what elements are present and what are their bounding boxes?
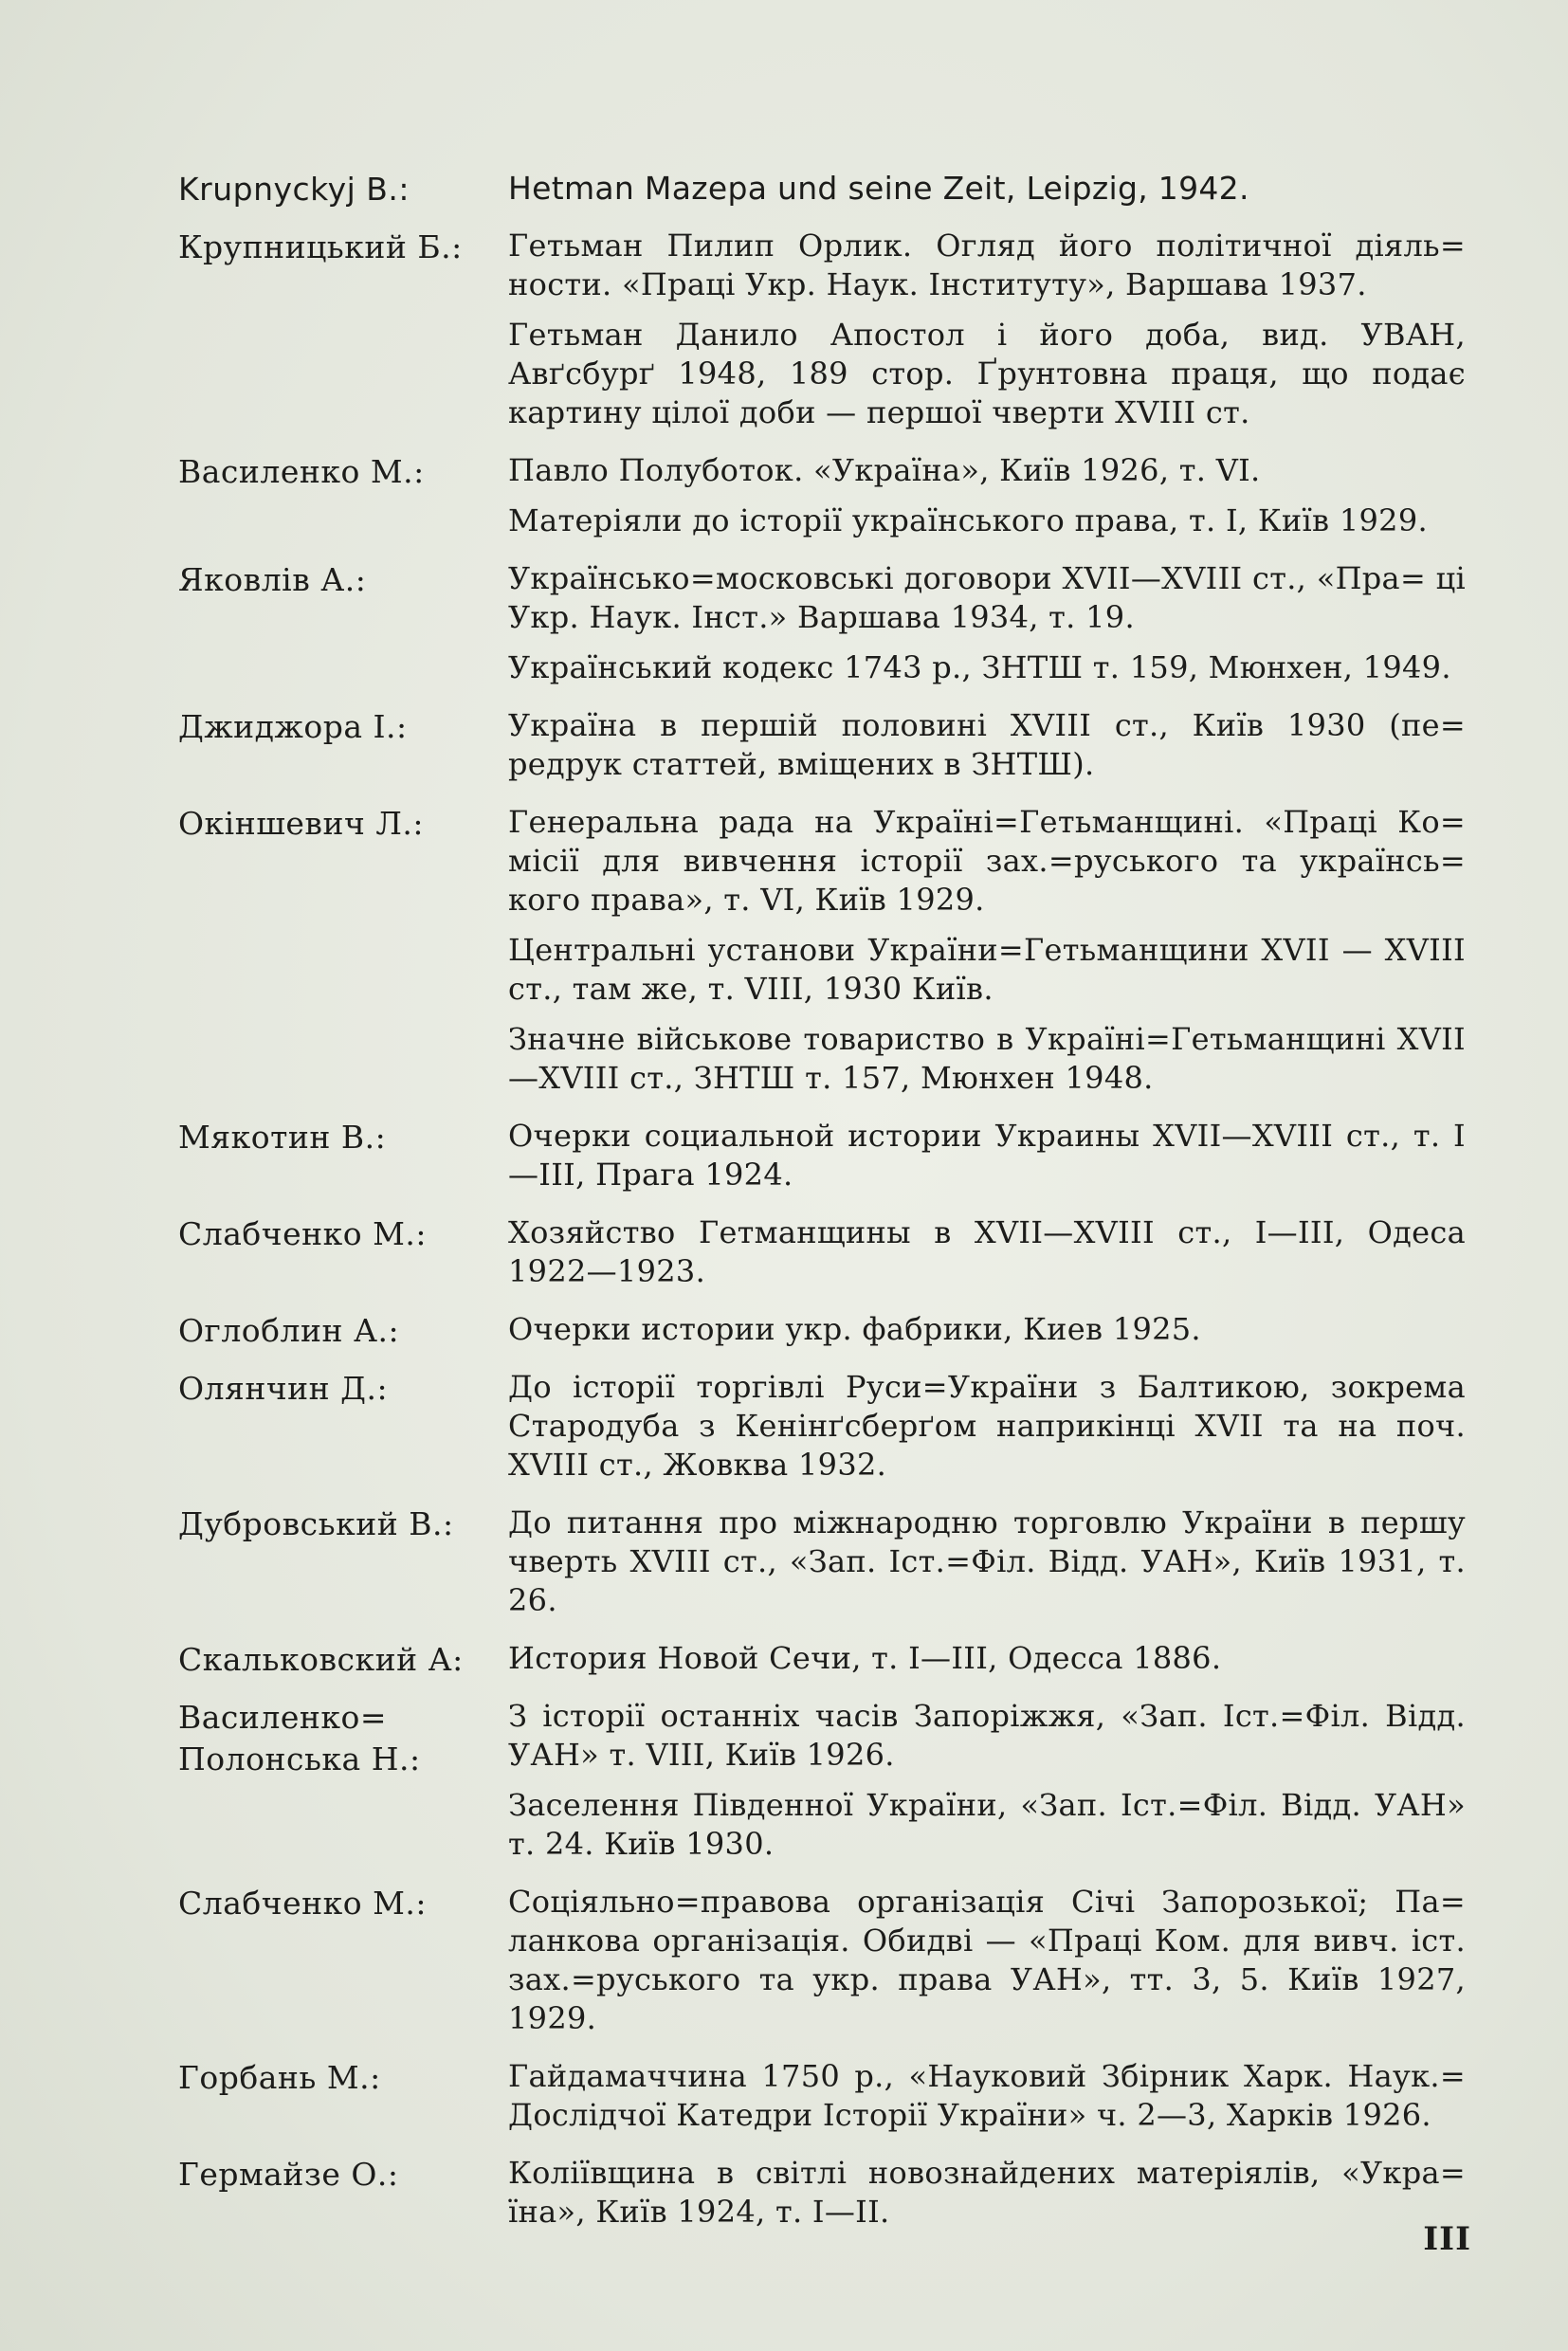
entry-work: Український кодекс 1743 р., ЗНТШ т. 159, Мюнхен, 1949. xyxy=(508,649,1451,685)
bibliography-entry xyxy=(178,2154,1496,2243)
entry-work: Хозяйство Гетманщины в XVII—XVIII ст., I—III, Одеса 1922—1923. xyxy=(508,1214,1466,1289)
entry-works xyxy=(508,803,1466,1109)
entry-work: Значне військове товариство в Україні=Гетьманщині XVII—XVIII ст., ЗНТШ т. 157, Мюнхен 1948. xyxy=(508,1021,1466,1096)
entry-works xyxy=(508,1504,1466,1631)
entry-work: До питання про міжнародню торговлю України в першу чверть XVIII ст., «Зап. Іст.=Філ. Відд. УАН», Київ 1931, т. 26. xyxy=(508,1504,1466,1618)
entry-author: Оглоблин А.: xyxy=(178,1312,400,1349)
entry-works xyxy=(508,2057,1466,2146)
entry-works xyxy=(508,706,1466,795)
entry-work: Павло Полуботок. «Україна», Київ 1926, т. VI. xyxy=(508,452,1261,488)
entry-author: Василенко М.: xyxy=(178,453,425,490)
entry-works xyxy=(508,1213,1466,1303)
bibliography-entry xyxy=(178,1368,1496,1496)
entry-author: Дубровський В.: xyxy=(178,1505,454,1542)
bibliography-entry xyxy=(178,803,1496,1109)
entry-author: Василенко= Полонська Н.: xyxy=(178,1699,421,1777)
entry-work: Гайдамаччина 1750 р., «Науковий Збірник Харк. Наук.= Дослідчої Катедри Історії України» ч. 2—3, Харків 1926. xyxy=(508,2058,1466,2133)
bibliography-entry xyxy=(178,1883,1496,2050)
bibliography-entry xyxy=(178,1213,1496,1303)
entry-works xyxy=(508,1310,1466,1360)
entry-author: Гермайзе О.: xyxy=(178,2156,399,2193)
entry-author: Крупницький Б.: xyxy=(178,228,463,265)
entry-works xyxy=(508,559,1466,699)
bibliography-entry xyxy=(178,1697,1496,1875)
entry-work: Коліївщина в світлі новознайдених матеріялів, «Укра= їна», Київ 1924, т. I—II. xyxy=(508,2155,1466,2230)
entry-work: Українсько=московські договори XVII—XVIII ст., «Пра= ці Укр. Наук. Інст.» Варшава 1934, т. 19. xyxy=(508,560,1466,635)
entry-works xyxy=(508,1117,1466,1206)
entry-author: Окіншевич Л.: xyxy=(178,805,424,842)
bibliography-entry xyxy=(178,227,1496,444)
entry-work: Україна в першій половині XVIII ст., Київ 1930 (пе= редрук статтей, вміщених в ЗНТШ). xyxy=(508,707,1466,782)
entry-author: Олянчин Д.: xyxy=(178,1370,389,1407)
entry-work: История Новой Сечи, т. I—III, Одесса 1886. xyxy=(508,1640,1222,1676)
entry-author: Слабченко М.: xyxy=(178,1885,427,1922)
entry-work: З історії останніх часів Запоріжжя, «Зап. Іст.=Філ. Відд. УАН» т. VIII, Київ 1926. xyxy=(508,1698,1466,1773)
bibliography-entry xyxy=(178,706,1496,795)
entry-works xyxy=(508,1639,1466,1689)
entry-work: Матеріяли до історії українського права, т. I, Київ 1929. xyxy=(508,502,1428,538)
entry-work: Центральні установи України=Гетьманщини XVII — XVIII ст., там же, т. VIII, 1930 Київ. xyxy=(508,932,1466,1007)
entry-work: Гетьман Пилип Орлик. Огляд його політичної діяль= ности. «Праці Укр. Наук. Інституту», Варшава 1937. xyxy=(508,228,1466,302)
entry-author: Скальковский А: xyxy=(178,1641,464,1678)
entry-work: До історії торгівлі Руси=України з Балтикою, зокрема Стародуба з Кенінґсберґом наприкінці XVII та на поч. XVIII ст., Жовква 1932. xyxy=(508,1369,1466,1483)
page-number: III xyxy=(1423,2220,1471,2258)
bibliography-entry xyxy=(178,451,1496,552)
entry-work: Очерки социальной истории Украины XVII—XVIII ст., т. I—III, Прага 1924. xyxy=(508,1118,1466,1193)
entry-works xyxy=(508,1368,1466,1496)
entry-works xyxy=(508,1883,1466,2050)
bibliography-entry xyxy=(178,2057,1496,2146)
entry-author: Яковлів А.: xyxy=(178,561,367,598)
entry-author: Горбань М.: xyxy=(178,2059,381,2096)
bibliography-entry xyxy=(178,1310,1496,1360)
entry-works xyxy=(508,169,1466,219)
entry-work: Hetman Mazepa und seine Zeit, Leipzig, 1942. xyxy=(508,170,1249,207)
entry-author: Мякотин В.: xyxy=(178,1119,387,1156)
entry-author: Krupnyckyj B.: xyxy=(178,171,410,208)
bibliography-entry xyxy=(178,169,1496,219)
entry-works xyxy=(508,2154,1466,2243)
bibliography-entry xyxy=(178,1504,1496,1631)
entry-works xyxy=(508,227,1466,444)
entry-works xyxy=(508,451,1466,552)
entry-work: Заселення Південної України, «Зап. Іст.=Філ. Відд. УАН» т. 24. Київ 1930. xyxy=(508,1787,1466,1862)
bibliography-list xyxy=(178,169,1496,2251)
entry-work: Очерки истории укр. фабрики, Киев 1925. xyxy=(508,1311,1201,1347)
bibliography-entry xyxy=(178,559,1496,699)
entry-author: Слабченко М.: xyxy=(178,1215,427,1252)
bibliography-entry xyxy=(178,1117,1496,1206)
entry-work: Гетьман Данило Апостол і його доба, вид. УВАН, Авґсбурґ 1948, 189 стор. Ґрунтовна праця, що подає картину цілої доби — першої чверти XVIII ст. xyxy=(508,317,1466,430)
entry-works xyxy=(508,1697,1466,1875)
entry-author: Джиджора І.: xyxy=(178,708,408,745)
bibliography-entry xyxy=(178,1639,1496,1689)
entry-work: Генеральна рада на Україні=Гетьманщині. «Праці Ко= місії для вивчення історії зах.=руського та українсь= кого права», т. VI, Київ 1929. xyxy=(508,804,1466,918)
entry-work: Соціяльно=правова організація Січі Запорозької; Па= ланкова організація. Обидві — «Праці Ком. для вивч. іст. зах.=руського та укр. права УАН», тт. 3, 5. Київ 1927, 1929. xyxy=(508,1884,1466,2036)
